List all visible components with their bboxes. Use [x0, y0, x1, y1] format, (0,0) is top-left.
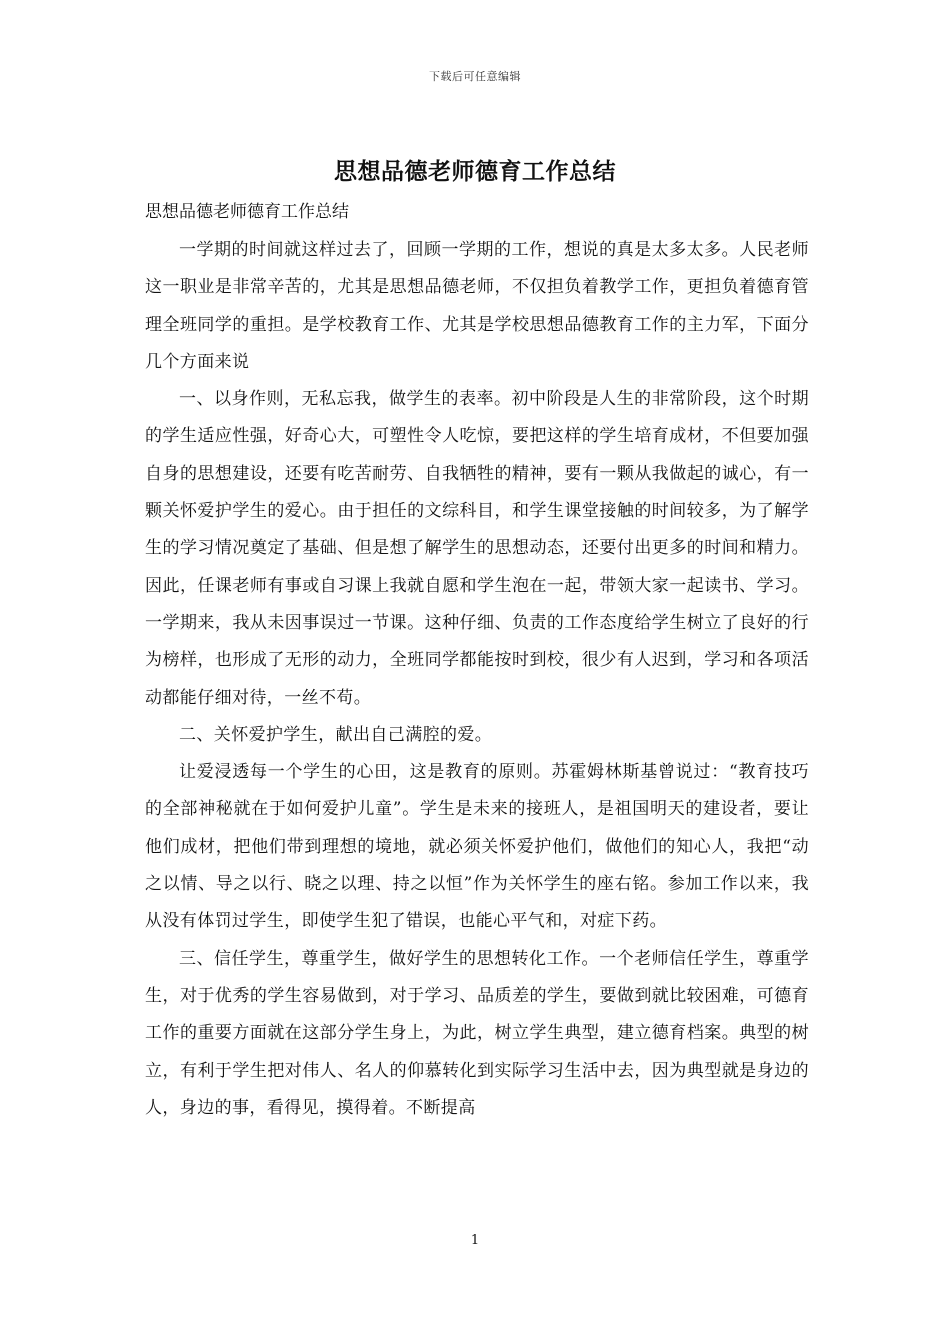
paragraph-section-3: 三、信任学生，尊重学生，做好学生的思想转化工作。一个老师信任学生，尊重学生，对于优秀的学生容易做到，对于学习、品质差的学生，要做到就比较困难，可德育工作的重要方面就在这部分学生身上，为此，树立学生典型，建立德育档案。典型的树立，有利于学生把对伟人、名人的仰慕转化到实际学习生活中去，因为典型就是身边的人，身边的事，看得见，摸得着。不断提高 [145, 948, 809, 1118]
page-header: 下载后可任意编辑 [429, 70, 521, 83]
paragraph-section-1: 一、以身作则，无私忘我，做学生的表率。初中阶段是人生的非常阶段，这个时期的学生适应性强，好奇心大，可塑性令人吃惊，要把这样的学生培育成材，不但要加强自身的思想建设，还要有吃苦耐劳、自我牺牲的精神，要有一颗从我做起的诚心，有一颗关怀爱护学生的爱心。由于担任的文综科目，和学生课堂接触的时间较多，为了解学生的学习情况奠定了基础、但是想了解学生的思想动态，还要付出更多的时间和精力。因此，任课老师有事或自习课上我就自愿和学生泡在一起，带领大家一起读书、学习。一学期来，我从未因事误过一节课。这种仔细、负责的工作态度给学生树立了良好的行为榜样，也形成了无形的动力，全班同学都能按时到校，很少有人迟到，学习和各项活动都能仔细对待，一丝不苟。 [145, 389, 809, 708]
document-title: 思想品德老师德育工作总结 [334, 158, 616, 185]
document-body [145, 197, 809, 1127]
page-number: 1 [470, 1233, 480, 1248]
paragraph-section-2-body: 让爱浸透每一个学生的心田，这是教育的原则。苏霍姆林斯基曾说过：“教育技巧的全部神秘就在于如何爱护儿童”。学生是未来的接班人，是祖国明天的建设者，要让他们成材，把他们带到理想的境地，就必须关怀爱护他们，做他们的知心人，我把“动之以情、导之以行、晓之以理、持之以恒”作为关怀学生的座右铭。参加工作以来，我从没有体罚过学生，即使学生犯了错误，也能心平气和，对症下药。 [145, 762, 809, 932]
paragraph-intro: 一学期的时间就这样过去了，回顾一学期的工作，想说的真是太多太多。人民老师这一职业是非常辛苦的，尤其是思想品德老师，不仅担负着教学工作，更担负着德育管理全班同学的重担。是学校教育工作、尤其是学校思想品德教育工作的主力军，下面分几个方面来说 [145, 240, 809, 372]
document-subtitle: 思想品德老师德育工作总结 [145, 202, 349, 222]
paragraph-section-2-heading: 二、关怀爱护学生，献出自己满腔的爱。 [179, 724, 493, 745]
